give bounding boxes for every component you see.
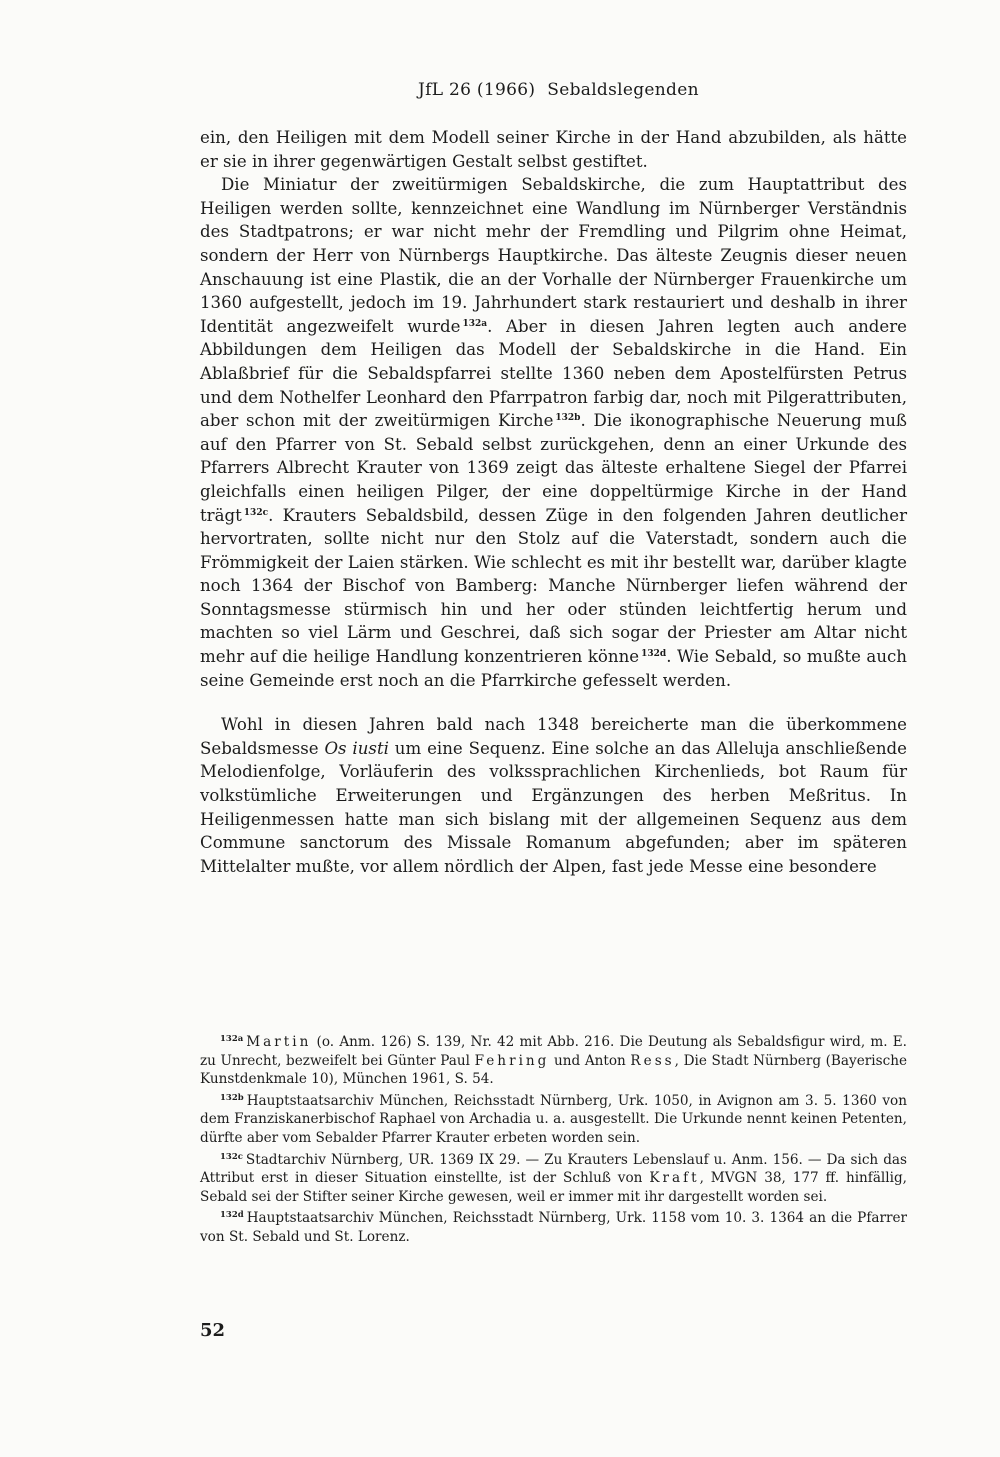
- footnote-text: Hauptstaatsarchiv München, Reichsstadt Nürnberg, Urk. 1050, in Avignon am 3. 5. 1360 von dem Franziskanerbischof Raphael von Archadia u. a. ausgestellt. Die Urkunde nennt keinen Petenten, dürfte aber vom Sebalder Pfarrer Krauter erbeten worden sein.: [200, 1092, 907, 1146]
- spaced-name: Kraft: [649, 1170, 700, 1187]
- text-run: um eine Sequenz. Eine solche an das Alleluja anschließende Melodienfolge, Vorläuferin des volkssprachlichen Kirchenlieds, bot Raum für volkstümliche Erweiterungen und Ergänzungen des herben Meßritus. In Heiligenmessen hatte man sich bislang mit der allgemeinen Sequenz aus dem Commune sanctorum des Missale Romanum abgefunden; aber im späteren Mittelalter mußte, vor allem nördlich der Alpen, fast jede Messe eine besondere: [200, 738, 907, 876]
- text-run: . Aber in diesen Jahren legten auch andere Abbildungen dem Heiligen das Modell der Sebaldskirche in die Hand. Ein Ablaßbrief für die Sebaldspfarrei stellte 1360 neben dem Apostelfürsten Petrus und dem Nothelfer Leonhard den Pfarrpatron farbig dar, noch mit Pilgerattributen, aber schon mit der zweitürmigen Kirche: [200, 316, 907, 431]
- footnote-132c: [200, 1148, 907, 1207]
- text-run: . Wie Sebald, so mußte auch seine Gemeinde erst noch an die Pfarrkirche gefesselt werden.: [200, 647, 907, 690]
- main-text: [200, 126, 907, 878]
- footnote-mark: 132a: [220, 1034, 244, 1044]
- footnote-text: Stadtarchiv Nürnberg, UR. 1369 IX 29. — Zu Krauters Lebenslauf u. Anm. 156. — Da sich das Attribut erst in dieser Situation einstellte, ist der Schluß von: [200, 1151, 907, 1187]
- footnote-mark: 132b: [220, 1092, 244, 1103]
- running-title: Sebaldslegenden: [547, 80, 699, 100]
- paragraph-sequenz: [200, 713, 907, 878]
- footnote-ref: 132d: [641, 649, 667, 660]
- footnote-text: Hauptstaatsarchiv München, Reichsstadt Nürnberg, Urk. 1158 vom 10. 3. 1364 an die Pfarrer von St. Sebald und St. Lorenz.: [200, 1210, 907, 1245]
- paragraph-miniatur: [200, 173, 907, 692]
- footnote-text: , MVGN 38, 177 ff. hinfällig, Sebald sei der Stifter seiner Kirche gewesen, weil er immer mit ihr dargestellt worden sei.: [200, 1170, 907, 1205]
- footnote-132a: [200, 1030, 907, 1089]
- paragraph-continued: ein, den Heiligen mit dem Modell seiner Kirche in der Hand abzubilden, als hätte er sie in ihrer gegenwärtigen Gestalt selbst gestiftet.: [200, 128, 907, 171]
- spaced-name: Fehring: [474, 1052, 550, 1069]
- spaced-name: Martin: [246, 1034, 312, 1050]
- text-run: . Die ikonographische Neuerung muß auf den Pfarrer von St. Sebald selbst zurückgehen, denn an einer Urkunde des Pfarrers Albrecht Krauter von 1369 zeigt das älteste erhaltene Siegel der Pfarrei gleichfalls einen heiligen Pilger, der eine doppeltürmige Kirche in der Hand trägt: [200, 411, 907, 525]
- footnotes: [200, 1030, 907, 1247]
- footnote-text: , Die Stadt Nürnberg (Bayerische Kunstdenkmale 10), München 1961, S. 54.: [200, 1052, 907, 1088]
- footnote-ref: 132c: [243, 507, 269, 518]
- journal-reference: JfL 26 (1966): [418, 80, 536, 100]
- italic-title: Os iusti: [324, 738, 389, 758]
- text-run: Die Miniatur der zweitürmigen Sebaldskirche, die zum Hauptattribut des Heiligen werden sollte, kennzeichnet eine Wandlung im Nürnberger Verständnis des Stadtpatrons; er war nicht mehr der Fremdling und Pilgrim ohne Heimat, sondern der Herr von Nürnbergs Hauptkirche. Das älteste Zeugnis dieser neuen Anschauung ist eine Plastik, die an der Vorhalle der Nürnberger Frauenkirche um 1360 aufgestellt, jedoch im 19. Jahrhundert stark restauriert und deshalb in ihrer Identität angezweifelt wurde: [200, 175, 907, 336]
- page-number: 52: [200, 1320, 226, 1341]
- footnote-text: und Anton: [549, 1052, 631, 1069]
- spaced-name: Ress: [630, 1052, 675, 1069]
- footnote-text: (o. Anm. 126) S. 139, Nr. 42 mit Abb. 216. Die Deutung als Sebaldsfigur wird, m. E. zu Unrecht, bezweifelt bei Günter Paul: [200, 1034, 907, 1069]
- footnote-132d: [200, 1206, 907, 1246]
- footnote-ref: 132a: [462, 318, 488, 329]
- running-header: [418, 80, 699, 100]
- footnote-mark: 132d: [220, 1210, 244, 1221]
- text-run: . Krauters Sebaldsbild, dessen Züge in den folgenden Jahren deutlicher hervortraten, sollte nicht nur den Stolz auf die Vaterstadt, sondern auch die Frömmigkeit der Laien stärken. Wie schlecht es mit ihr bestellt war, darüber klagte noch 1364 der Bischof von Bamberg: Manche Nürnberger liefen während der Sonntagsmesse stürmisch hin und her oder stünden leichtfertig herum und machten so viel Lärm und Geschrei, daß sich sogar der Priester am Altar nicht mehr auf die heilige Handlung konzentrieren könne: [200, 505, 907, 667]
- footnote-132b: [200, 1089, 907, 1148]
- text-run: Wohl in diesen Jahren bald nach 1348 bereicherte man die überkommene Sebaldsmesse: [200, 715, 907, 758]
- footnote-mark: 132c: [220, 1151, 243, 1162]
- footnote-ref: 132b: [555, 413, 581, 424]
